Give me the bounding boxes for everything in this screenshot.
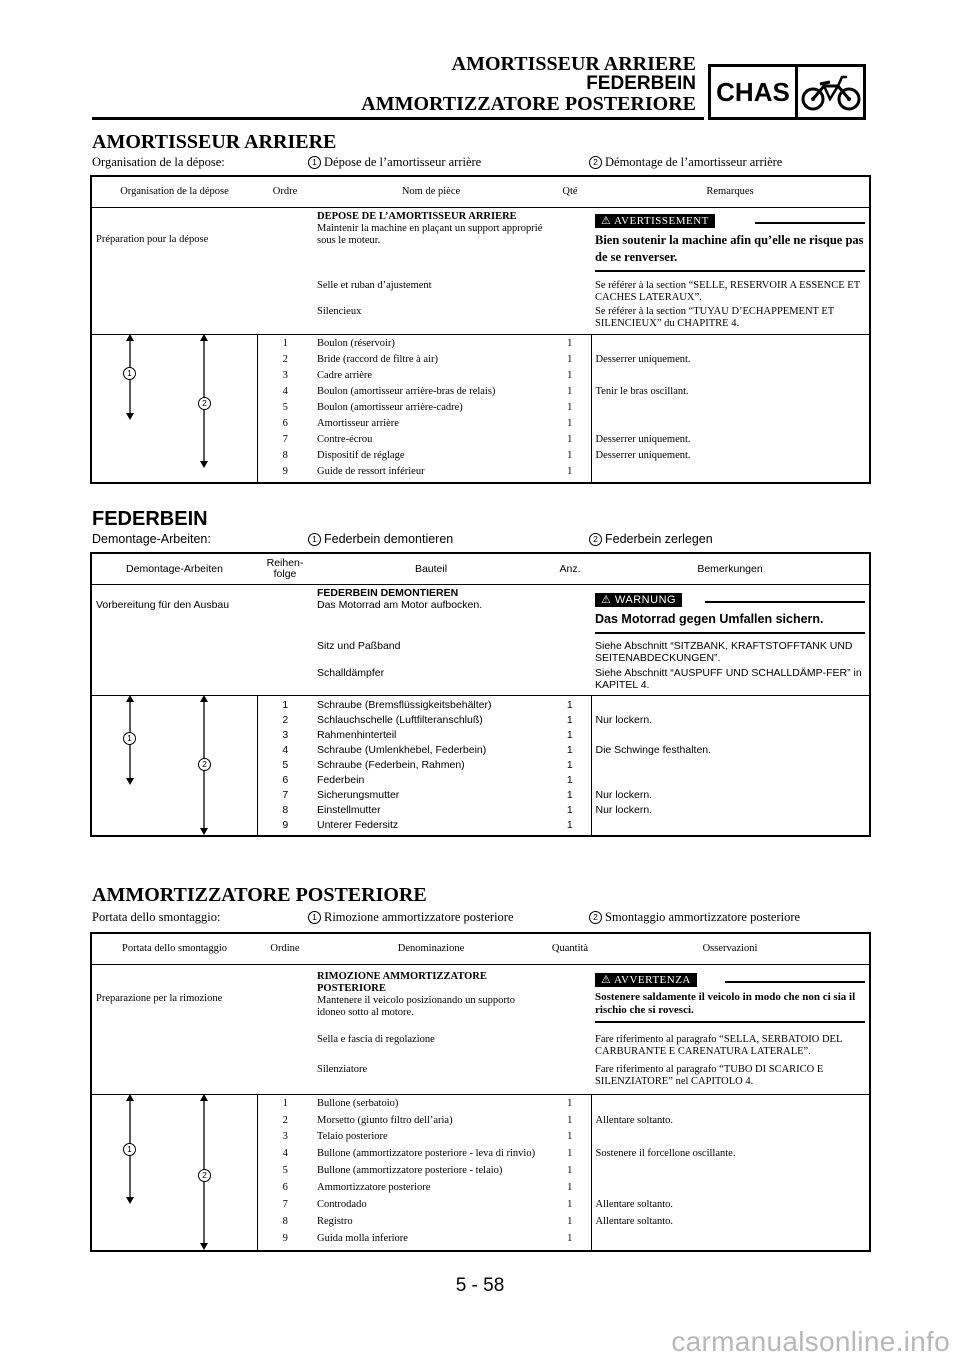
- row-note: Allentare soltanto.: [591, 1111, 870, 1128]
- row-part: Telaio posteriore: [317, 1131, 388, 1143]
- row-part: Schraube (Bremsflüssigkeitsbehälter): [317, 699, 492, 711]
- prep-heading: DEPOSE DE L’AMORTISSEUR ARRIERE: [317, 211, 517, 222]
- row-number: 5: [282, 1165, 288, 1177]
- row-number: 7: [282, 1198, 288, 1210]
- section-title-fr: AMORTISSEUR ARRIERE: [92, 131, 337, 153]
- warning-rule-bottom: [595, 1021, 865, 1023]
- row-qty: 1: [566, 789, 573, 801]
- parts-block: [91, 335, 870, 351]
- prep-item-note: Fare riferimento al paragrafo “SELLA, SERBATOIO DEL CARBURANTE E CARENATURA LATERALE”.: [595, 1034, 842, 1058]
- col-header: Ordre: [257, 176, 313, 208]
- row-part: Bullone (ammortizzatore posteriore - telaio): [317, 1165, 503, 1177]
- row-qty: 1: [567, 1232, 573, 1244]
- row-note: Nur lockern.: [591, 711, 870, 726]
- row-part: Morsetto (giunto filtro dell’aria): [317, 1114, 453, 1126]
- prep-label: Vorbereitung für den Ausbau: [96, 599, 230, 611]
- prep-item: Silenziatore: [317, 1063, 368, 1075]
- row-number: 2: [282, 354, 288, 365]
- row-number: 9: [282, 819, 289, 831]
- col-header: Denominazione: [313, 933, 549, 965]
- prep-row: [91, 1026, 870, 1060]
- step1-label: 1 Federbein demontieren: [308, 532, 453, 546]
- row-part: Sicherungsmutter: [317, 789, 400, 801]
- org-line-fr: [92, 155, 872, 171]
- warning-rule: [725, 981, 865, 983]
- row-qty: 1: [567, 402, 573, 413]
- sequence-arrows: [91, 335, 257, 484]
- step-marker-1: 1: [308, 911, 321, 924]
- row-qty: 1: [567, 1131, 573, 1143]
- row-qty: 1: [567, 1165, 573, 1177]
- col-header: Bemerkungen: [591, 553, 870, 585]
- warning-block: [591, 208, 870, 273]
- warning-badge: ⚠ AVVERTENZA: [595, 973, 697, 987]
- col-header: Demontage-Arbeiten: [91, 553, 257, 585]
- row-number: 3: [282, 370, 288, 381]
- step-marker-2: 2: [589, 533, 602, 546]
- row-qty: 1: [566, 729, 573, 741]
- col-header: Quantità: [549, 933, 591, 965]
- prep-row: [91, 965, 870, 1027]
- row-qty: 1: [567, 338, 573, 349]
- row-note: [591, 696, 870, 712]
- page-number: 5 - 58: [455, 1275, 505, 1296]
- row-number: 4: [282, 386, 288, 397]
- warning-text: Bien soutenir la machine afin qu’elle ne risque pas de se renverser.: [595, 233, 864, 264]
- row-part: Bride (raccord de filtre à air): [317, 354, 438, 365]
- step1-label: 1 Dépose de l’amortisseur arrière: [308, 155, 481, 170]
- watermark: carmanualsonline.info: [671, 1326, 950, 1357]
- prep-item: Sella e fascia di regolazione: [317, 1034, 435, 1046]
- row-note: [591, 1094, 870, 1110]
- row-note: [591, 462, 870, 483]
- row-note: Nur lockern.: [591, 801, 870, 816]
- parts-block: [91, 1094, 870, 1110]
- row-qty: 1: [567, 434, 573, 445]
- warning-text: Das Motorrad gegen Umfallen sichern.: [595, 612, 824, 626]
- col-header: Portata dello smontaggio: [91, 933, 257, 965]
- col-header: Anz.: [549, 553, 591, 585]
- col-header: Qté: [549, 176, 591, 208]
- row-part: Federbein: [317, 774, 365, 786]
- prep-row: [91, 664, 870, 696]
- org-label: Demontage-Arbeiten:: [92, 532, 211, 546]
- section-title-de: FEDERBEIN: [92, 508, 208, 530]
- prep-support: Maintenir la machine en plaçant un support approprié sous le moteur.: [317, 223, 543, 246]
- header-titles: [361, 54, 696, 114]
- header-title-it: AMMORTIZZATORE POSTERIORE: [361, 93, 696, 115]
- row-qty: 1: [567, 1148, 573, 1160]
- row-number: 5: [282, 759, 289, 771]
- col-header: Reihen-folge: [257, 553, 313, 585]
- col-header: Nom de pièce: [313, 176, 549, 208]
- row-part: Schlauchschelle (Luftfilteranschluß): [317, 714, 483, 726]
- col-header: Ordine: [257, 933, 313, 965]
- prep-row: [91, 1060, 870, 1094]
- procedure-table-fr: [90, 175, 871, 484]
- row-note: Allentare soltanto.: [591, 1195, 870, 1212]
- row-qty: 1: [567, 1114, 573, 1126]
- header-title-fr: AMORTISSEUR ARRIERE: [451, 53, 696, 75]
- row-note: [591, 816, 870, 836]
- row-number: 5: [282, 402, 288, 413]
- col-header: Osservazioni: [591, 933, 870, 965]
- step-marker-2: 2: [198, 1169, 211, 1182]
- prep-item: Silencieux: [317, 306, 362, 317]
- sequence-arrows: [91, 696, 257, 837]
- row-number: 4: [282, 744, 289, 756]
- row-qty: 1: [566, 699, 573, 711]
- row-part: Amortisseur arrière: [317, 418, 399, 429]
- step2-label: 2 Federbein zerlegen: [589, 532, 713, 546]
- sequence-arrows-graphic: [92, 1095, 258, 1251]
- row-note: [591, 1178, 870, 1195]
- parts-block: [91, 696, 870, 712]
- table-header-row: [91, 553, 870, 585]
- org-line-de: [92, 532, 872, 548]
- row-note: Desserrer uniquement.: [591, 430, 870, 446]
- prep-item-note: Se référer à la section “TUYAU D’ECHAPPEMENT ET SILENCIEUX” du CHAPITRE 4.: [595, 306, 835, 329]
- sequence-arrows: [91, 1094, 257, 1251]
- prep-row: [91, 208, 870, 273]
- step-marker-1: 1: [123, 1143, 136, 1156]
- row-note: [591, 414, 870, 430]
- row-qty: 1: [567, 386, 573, 397]
- col-header: Organisation de la dépose: [91, 176, 257, 208]
- prep-row: [91, 304, 870, 335]
- prep-row: [91, 272, 870, 304]
- prep-label: Préparation pour la dépose: [96, 234, 209, 245]
- chapter-badge: [708, 64, 866, 120]
- row-qty: 1: [567, 1198, 573, 1210]
- step-marker-2: 2: [589, 911, 602, 924]
- row-qty: 1: [567, 370, 573, 381]
- row-part: Schraube (Umlenkhebel, Federbein): [317, 744, 487, 756]
- prep-item: Selle et ruban d’ajustement: [317, 280, 432, 291]
- step-marker-2: 2: [589, 156, 602, 169]
- header-rule: [92, 117, 704, 120]
- row-note: Tenir le bras oscillant.: [591, 382, 870, 398]
- row-part: Cadre arrière: [317, 370, 373, 381]
- row-note: Desserrer uniquement.: [591, 446, 870, 462]
- row-note: [591, 1229, 870, 1251]
- col-header: Remarques: [591, 176, 870, 208]
- row-note: [591, 771, 870, 786]
- row-part: Boulon (amortisseur arrière-cadre): [317, 402, 463, 413]
- row-number: 1: [282, 1097, 288, 1109]
- row-number: 8: [282, 1215, 288, 1227]
- row-part: Boulon (amortisseur arrière-bras de relais): [317, 386, 496, 397]
- procedure-table-de: [90, 552, 871, 837]
- row-qty: 1: [566, 744, 573, 756]
- motorcycle-icon: [798, 67, 863, 117]
- row-qty: 1: [566, 819, 573, 831]
- row-number: 4: [282, 1148, 288, 1160]
- row-qty: 1: [566, 714, 573, 726]
- row-qty: 1: [567, 466, 573, 477]
- row-number: 6: [282, 418, 288, 429]
- row-qty: 1: [566, 774, 573, 786]
- step-marker-2: 2: [198, 758, 211, 771]
- row-part: Schraube (Federbein, Rahmen): [317, 759, 465, 771]
- row-note: Die Schwinge festhalten.: [591, 741, 870, 756]
- row-note: [591, 1127, 870, 1144]
- row-number: 7: [282, 789, 289, 801]
- table-header-row: [91, 933, 870, 965]
- row-part: Dispositif de réglage: [317, 450, 405, 461]
- row-note: Desserrer uniquement.: [591, 350, 870, 366]
- row-number: 8: [282, 450, 288, 461]
- row-part: Bullone (serbatoio): [317, 1097, 399, 1109]
- warning-rule-bottom: [595, 632, 865, 634]
- row-note: [591, 366, 870, 382]
- row-qty: 1: [567, 450, 573, 461]
- chapter-badge-label: CHAS: [711, 67, 798, 117]
- row-note: [591, 1161, 870, 1178]
- row-qty: 1: [567, 418, 573, 429]
- warning-rule: [705, 601, 865, 603]
- row-qty: 1: [566, 804, 573, 816]
- row-note: [591, 726, 870, 741]
- row-note: Allentare soltanto.: [591, 1212, 870, 1229]
- row-number: 6: [282, 774, 289, 786]
- row-note: [591, 335, 870, 351]
- prep-item-note: Se référer à la section “SELLE, RESERVOIR A ESSENCE ET CACHES LATERAUX”.: [595, 280, 860, 303]
- warning-block: [591, 965, 870, 1027]
- section-title-it: AMMORTIZZATORE POSTERIORE: [92, 884, 427, 906]
- row-note: Nur lockern.: [591, 786, 870, 801]
- warning-badge: ⚠ AVERTISSEMENT: [595, 214, 715, 228]
- row-number: 2: [282, 1114, 288, 1126]
- row-number: 7: [282, 434, 288, 445]
- prep-item: Schalldämpfer: [317, 667, 385, 679]
- row-number: 8: [282, 804, 289, 816]
- row-part: Guide de ressort inférieur: [317, 466, 425, 477]
- row-qty: 1: [566, 759, 573, 771]
- step-marker-1: 1: [308, 156, 321, 169]
- row-part: Guida molla inferiore: [317, 1232, 408, 1244]
- row-qty: 1: [567, 1215, 573, 1227]
- org-label: Portata dello smontaggio:: [92, 910, 221, 924]
- prep-support: Das Motorrad am Motor aufbocken.: [317, 599, 483, 611]
- row-number: 6: [282, 1182, 288, 1194]
- prep-heading: RIMOZIONE AMMORTIZZATORE POSTERIORE: [317, 971, 487, 994]
- org-line-it: [92, 910, 872, 926]
- row-note: [591, 398, 870, 414]
- prep-row: [91, 585, 870, 635]
- step2-label: 2 Démontage de l’amortisseur arrière: [589, 155, 782, 170]
- row-part: Rahmenhinterteil: [317, 729, 397, 741]
- warning-rule: [755, 222, 865, 224]
- warning-badge: ⚠ WARNUNG: [595, 593, 682, 607]
- prep-label: Preparazione per la rimozione: [96, 993, 223, 1004]
- warning-block: [591, 585, 870, 635]
- row-qty: 1: [567, 354, 573, 365]
- prep-support: Mantenere il veicolo posizionando un supporto idoneo sotto al motore.: [317, 995, 515, 1018]
- header-title-de: FEDERBEIN: [586, 73, 696, 94]
- row-part: Einstellmutter: [317, 804, 381, 816]
- row-number: 9: [282, 466, 288, 477]
- row-part: Bullone (ammortizzatore posteriore - leva di rinvio): [317, 1148, 536, 1160]
- procedure-table-it: [90, 932, 871, 1252]
- row-number: 3: [282, 729, 289, 741]
- row-number: 3: [282, 1131, 288, 1143]
- prep-item-note: Siehe Abschnitt “SITZBANK, KRAFTSTOFFTANK UND SEITENABDECKUNGEN”.: [595, 640, 853, 664]
- prep-item-note: Siehe Abschnitt “AUSPUFF UND SCHALLDÄMP-FER” in KAPITEL 4.: [595, 667, 862, 691]
- col-header: Bauteil: [313, 553, 549, 585]
- prep-row: [91, 634, 870, 664]
- row-part: Ammortizzatore posteriore: [317, 1182, 431, 1194]
- org-label: Organisation de la dépose:: [92, 155, 225, 169]
- prep-heading: FEDERBEIN DEMONTIEREN: [317, 587, 459, 599]
- step-marker-1: 1: [123, 732, 136, 745]
- row-part: Registro: [317, 1215, 353, 1227]
- sequence-arrows-graphic: [92, 696, 258, 836]
- row-note: [591, 756, 870, 771]
- sequence-arrows-graphic: [92, 335, 258, 471]
- row-number: 1: [282, 699, 289, 711]
- warning-text: Sostenere saldamente il veicolo in modo che non ci sia il rischio che si rovesci.: [595, 991, 856, 1016]
- row-number: 9: [282, 1232, 288, 1244]
- row-qty: 1: [567, 1097, 573, 1109]
- row-part: Controdado: [317, 1198, 367, 1210]
- prep-item-note: Fare riferimento al paragrafo “TUBO DI SCARICO E SILENZIATORE” nel CAPITOLO 4.: [595, 1063, 824, 1087]
- row-part: Boulon (réservoir): [317, 338, 395, 349]
- row-number: 2: [282, 714, 289, 726]
- step-marker-1: 1: [123, 367, 136, 380]
- row-qty: 1: [567, 1182, 573, 1194]
- row-part: Unterer Federsitz: [317, 819, 399, 831]
- step1-label: 1 Rimozione ammortizzatore posteriore: [308, 910, 514, 925]
- warning-rule-bottom: [595, 270, 865, 272]
- prep-item: Sitz und Paßband: [317, 640, 401, 652]
- row-note: Sostenere il forcellone oscillante.: [591, 1144, 870, 1161]
- step-marker-2: 2: [198, 397, 211, 410]
- table-header-row: [91, 176, 870, 208]
- row-part: Contre-écrou: [317, 434, 373, 445]
- row-number: 1: [282, 338, 288, 349]
- step-marker-1: 1: [308, 533, 321, 546]
- step2-label: 2 Smontaggio ammortizzatore posteriore: [589, 910, 800, 925]
